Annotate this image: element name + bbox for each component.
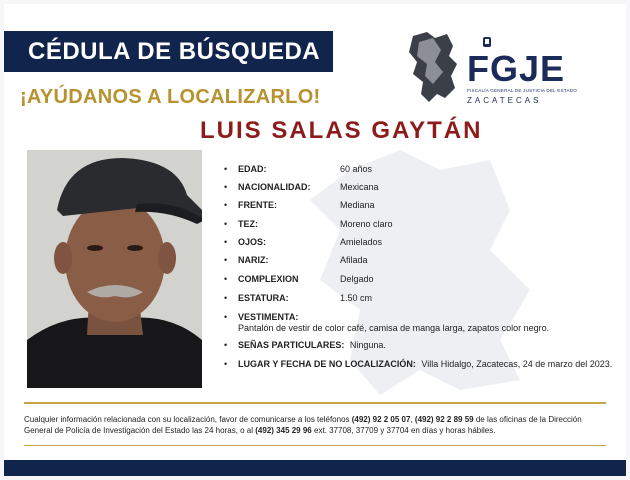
coat-of-arms-icon: [481, 36, 493, 48]
field-value: Mexicana: [340, 182, 379, 192]
bullet-icon: •: [224, 237, 228, 247]
field-label: LUGAR Y FECHA DE NO LOCALIZACIÓN:: [238, 359, 416, 369]
phone-number: (492) 92 2 89 59: [414, 415, 474, 424]
field-label: FRENTE:: [238, 200, 277, 210]
field-label: SEÑAS PARTICULARES:: [238, 340, 345, 350]
person-portrait: [27, 150, 202, 388]
logo-agency: FISCALÍA GENERAL DE JUSTICIA DEL ESTADO: [467, 88, 577, 93]
bottom-bar: [4, 460, 626, 476]
field-value: Pantalón de vestir de color café, camisa de manga larga, zapatos color negro.: [238, 323, 550, 333]
field-inline-text: [238, 340, 386, 351]
bullet-icon: •: [224, 200, 228, 210]
bullet-icon: •: [224, 182, 228, 192]
field-value: 60 años: [340, 164, 373, 174]
field-inline-text: [238, 359, 612, 370]
zacatecas-map-icon: [405, 28, 465, 108]
field-label: OJOS:: [238, 237, 267, 247]
field-value: Moreno claro: [340, 219, 393, 229]
card-title-banner: [4, 31, 333, 72]
bullet-icon: •: [224, 293, 228, 303]
field-label: NACIONALIDAD:: [238, 182, 311, 192]
field-value: Delgado: [340, 274, 374, 284]
field-label: VESTIMENTA:: [238, 312, 299, 322]
missing-person-name: LUIS SALAS GAYTÁN: [200, 117, 483, 144]
bullet-icon: •: [224, 219, 228, 229]
field-label: TEZ:: [238, 219, 258, 229]
field-label: ESTATURA:: [238, 293, 289, 303]
bullet-icon: •: [224, 164, 228, 174]
field-clothing-text: [238, 312, 623, 334]
bullet-icon: •: [224, 312, 228, 322]
missing-person-photo: [27, 150, 202, 388]
logo-acronym: FGJE: [467, 48, 566, 89]
contact-text: ,: [410, 415, 415, 424]
contact-text: Cualquier información relacionada con su localización, favor de comunicarse a los teléfonos: [24, 415, 352, 424]
logo-state: ZACATECAS: [467, 96, 542, 105]
phone-number: (492) 345 29 96: [255, 426, 312, 435]
field-value: Afilada: [340, 255, 368, 265]
fgje-logo: [405, 28, 575, 108]
card-title: CÉDULA DE BÚSQUEDA: [28, 37, 321, 65]
field-value: Amielados: [340, 237, 383, 247]
contact-text: ext. 37708, 37709 y 37704 en días y horas hábiles.: [311, 426, 496, 435]
bullet-icon: •: [224, 274, 228, 284]
help-locate-subtitle: ¡AYÚDANOS A LOCALIZARLO!: [20, 86, 321, 108]
contact-text: de las oficinas de la Dirección General de Policía de Investigación del Estado las 24 horas, o al: [24, 415, 582, 435]
bullet-icon: •: [224, 359, 228, 369]
field-value: 1.50 cm: [340, 293, 373, 303]
phone-number: (492) 92 2 05 07: [351, 415, 411, 424]
bullet-icon: •: [224, 340, 228, 350]
contact-info: [24, 414, 609, 436]
footer-divider-bottom: [24, 445, 606, 446]
field-label: EDAD:: [238, 164, 267, 174]
footer-divider-top: [24, 402, 606, 404]
field-label: NARIZ:: [238, 255, 269, 265]
field-value: Villa Hidalgo, Zacatecas, 24 de marzo del 2023.: [421, 359, 613, 369]
field-value: Mediana: [340, 200, 375, 210]
field-value: Ninguna.: [349, 340, 386, 350]
bullet-icon: •: [224, 255, 228, 265]
field-label: COMPLEXION: [238, 274, 299, 284]
